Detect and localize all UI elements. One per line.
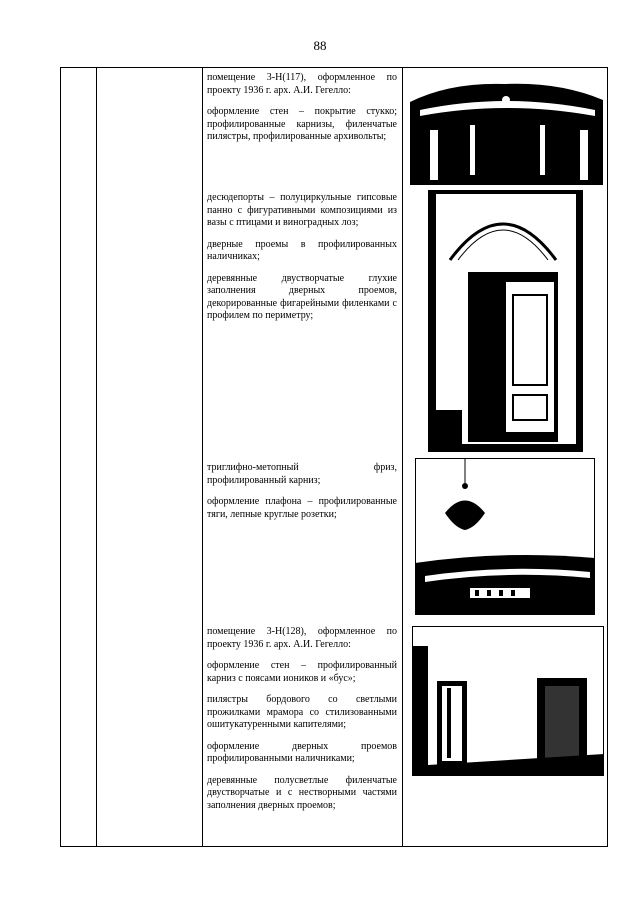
paragraph: помещение 3-Н(117), оформленное по проекту 1936 г. арх. А.И. Гегелло:	[207, 72, 397, 96]
table-border-right	[607, 67, 608, 846]
paragraph: деревянные полусветлые филенчатые двустворчатые и с нестворными частями заполнения дверных проемов;	[207, 774, 397, 811]
row-2-description	[207, 192, 397, 332]
photo-room-doorways	[412, 626, 604, 776]
photo-ceiling-chandelier	[415, 458, 595, 615]
paragraph: пилястры бордового со светлыми прожилками мрамора со стилизованными ошитукатуренными капителями;	[207, 694, 397, 730]
paragraph: триглифно-метопный фриз, профилированный карниз;	[207, 462, 397, 486]
paragraph: оформление стен – профилированный карниз с поясами иоников и «бус»;	[207, 660, 397, 684]
paragraph: десюдепорты – полуциркульные гипсовые панно с фигуративными композициями из вазы с птицами и виноградных лоз;	[207, 192, 397, 228]
row-4-description	[207, 626, 397, 821]
row-3-description	[207, 462, 397, 530]
row-1-description	[207, 72, 397, 153]
paragraph: оформление стен – покрытие стукко; профилированные карнизы, филенчатые пилястры, профилированные архивольты;	[207, 106, 397, 142]
table-column-divider-3	[402, 67, 403, 846]
table-column-divider-1	[96, 67, 97, 846]
paragraph: дверные проемы в профилированных наличниках;	[207, 238, 397, 262]
paragraph: оформление плафона – профилированные тяги, лепные круглые розетки;	[207, 496, 397, 520]
table-column-divider-2	[202, 67, 203, 846]
table-top-border	[60, 67, 608, 68]
page-number: 88	[313, 38, 327, 53]
photo-doorway	[428, 190, 583, 452]
paragraph: помещение 3-Н(128), оформленное по проекту 1936 г. арх. А.И. Гегелло:	[207, 626, 397, 650]
paragraph: оформление дверных проемов профилированными наличниками;	[207, 740, 397, 764]
photo-interior-walls	[410, 70, 603, 185]
table-bottom-border	[60, 846, 608, 847]
paragraph: деревянные двустворчатые глухие заполнения дверных проемов, декорированные фигарейными филенками с профилем по периметру;	[207, 272, 397, 321]
table-border-left	[60, 67, 61, 846]
